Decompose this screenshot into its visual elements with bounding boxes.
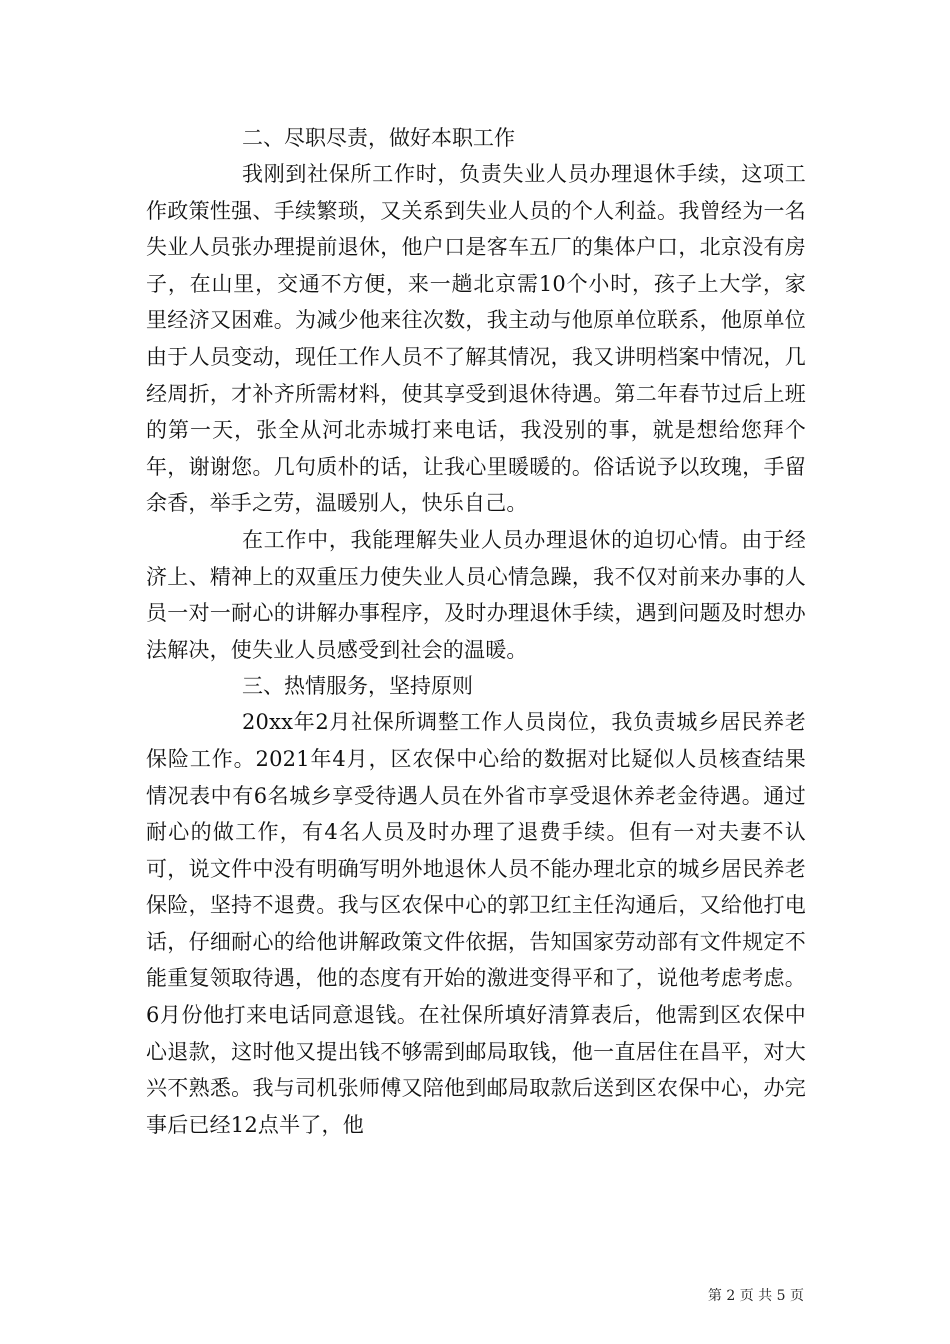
document-body bbox=[146, 120, 806, 1143]
page-number: 第 2 页 共 5 页 bbox=[707, 1288, 804, 1304]
paragraph-pension-work: 20xx年2月社保所调整工作人员岗位，我负责城乡居民养老保险工作。2021年4月，区农保中心给的数据对比疑似人员核查结果情况表中有6名城乡享受待遇人员在外省市享受退休养老金待遇。通过耐心的做工作，有4名人员及时办理了退费手续。但有一对夫妻不认可，说文件中没有明确写明外地退休人员不能办理北京的城乡居民养老保险，坚持不退费。我与区农保中心的郭卫红主任沟通后，又给他打电话，仔细耐心的给他讲解政策文件依据，告知国家劳动部有文件规定不能重复领取待遇，他的态度有开始的激进变得平和了，说他考虑考虑。6月份他打来电话同意退钱。在社保所填好清算表后，他需到区农保中心退款，这时他又提出钱不够需到邮局取钱，他一直居住在昌平，对大兴不熟悉。我与司机张师傅又陪他到邮局取款后送到区农保中心，办完事后已经12点半了，他 bbox=[146, 710, 806, 1137]
paragraph-understanding: 在工作中，我能理解失业人员办理退休的迫切心情。由于经济上、精神上的双重压力使失业人员心情急躁，我不仅对前来办事的人员一对一耐心的讲解办事程序，及时办理退休手续，遇到问题及时想办法解决，使失业人员感受到社会的温暖。 bbox=[146, 527, 806, 662]
paragraph-retirement-case: 我刚到社保所工作时，负责失业人员办理退休手续，这项工作政策性强、手续繁琐，又关系到失业人员的个人利益。我曾经为一名失业人员张办理提前退休，他户口是客车五厂的集体户口，北京没有房子，在山里，交通不方便，来一趟北京需10个小时，孩子上大学，家里经济又困难。为减少他来往次数，我主动与他原单位联系，他原单位由于人员变动，现任工作人员不了解其情况，我又讲明档案中情况，几经周折，才补齐所需材料，使其享受到退休待遇。第二年春节过后上班的第一天，张全从河北赤城打来电话，我没别的事，就是想给您拜个年，谢谢您。几句质朴的话，让我心里暖暖的。俗话说予以玫瑰，手留余香，举手之劳，温暖别人，快乐自己。 bbox=[146, 162, 806, 516]
section-heading-service: 三、热情服务，坚持原则 bbox=[242, 674, 473, 699]
section-heading-duty: 二、尽职尽责，做好本职工作 bbox=[242, 126, 515, 150]
